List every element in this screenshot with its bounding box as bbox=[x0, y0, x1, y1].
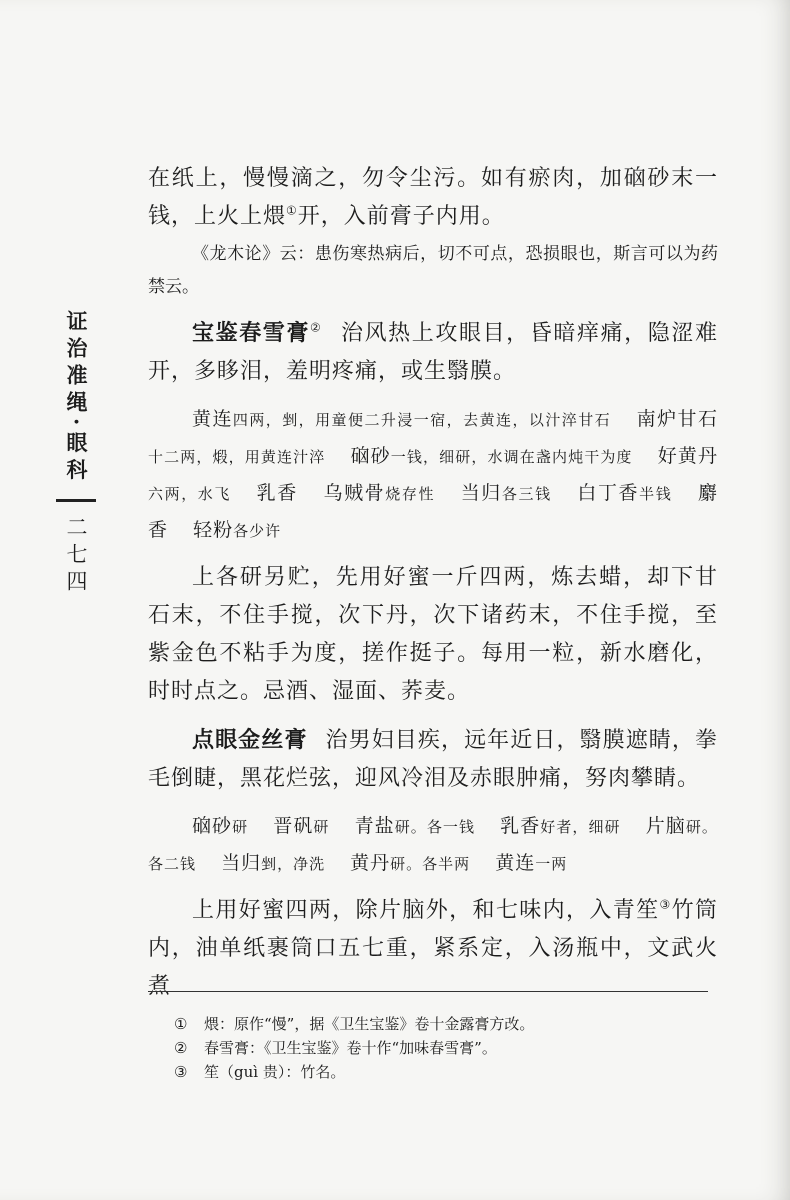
ingredient-note: 研。各二钱 bbox=[148, 818, 718, 873]
ingredient: 白丁香 bbox=[577, 482, 640, 504]
ingredient-note: 六两，水飞 bbox=[148, 485, 231, 503]
footnote-divider bbox=[148, 991, 708, 992]
ingredient-note: 一两 bbox=[535, 855, 568, 873]
ingredients-chunxuegao bbox=[148, 401, 718, 549]
ingredients-jinsigao bbox=[148, 808, 718, 882]
ingredient-note: 半钱 bbox=[639, 485, 673, 503]
footnotes bbox=[174, 1012, 714, 1084]
footnote-2: ② 春雪膏：《卫生宝鉴》卷十作“加味春雪膏”。 bbox=[174, 1039, 497, 1057]
ingredient-note: 研 bbox=[313, 818, 330, 836]
preparation-jinsigao: 上用好蜜四两，除片脑外，和七味内，入青笙③竹筒内，油单纸裹筒口五七重，紧系定，入汤瓶中，文武火煮 bbox=[148, 897, 718, 999]
ingredient: 麝香 bbox=[148, 482, 718, 541]
ingredient: 乳香 bbox=[256, 482, 298, 504]
ingredient: 黄连 bbox=[495, 852, 536, 874]
ingredient: 轻粉 bbox=[193, 519, 234, 541]
footnote-ref-1[interactable]: ① bbox=[286, 203, 298, 218]
ingredient-note: 各三钱 bbox=[501, 485, 552, 503]
ingredient: 青盐 bbox=[354, 815, 395, 837]
book-title: 证治准绳·眼科 bbox=[64, 310, 89, 486]
ingredient: 硇砂 bbox=[192, 815, 233, 837]
ingredient: 晋矾 bbox=[273, 815, 314, 837]
ingredient-note: 研。各一钱 bbox=[394, 818, 476, 836]
ingredient: 当归 bbox=[221, 852, 262, 874]
ingredient: 片脑 bbox=[645, 815, 686, 837]
ingredient-note: 研 bbox=[232, 818, 249, 836]
side-divider bbox=[56, 499, 96, 502]
ingredient: 黄连 bbox=[192, 408, 233, 430]
formula-heading-jinsigao bbox=[148, 721, 718, 798]
formula-name: 宝鉴春雪膏 bbox=[192, 320, 311, 346]
ingredient-note: 各少许 bbox=[233, 522, 282, 540]
ingredient: 乳香 bbox=[500, 815, 541, 837]
footnote-ref-2[interactable]: ② bbox=[310, 320, 323, 335]
preparation-chunxuegao: 上各研另贮，先用好蜜一斤四两，炼去蜡，却下甘石末，不住手搅，次下丹，次下诸药末，不住手搅，至紫金色不粘手为度，搓作挺子。每用一粒，新水磨化，时时点之。忌酒、湿面、荞麦。 bbox=[148, 565, 718, 704]
footnote-3: ③ 笙（guì 贵）：竹名。 bbox=[174, 1063, 346, 1081]
formula-indication: 治风热上攻眼目，昏暗痒痛，隐涩难开，多眵泪，羞明疼痛，或生翳膜。 bbox=[148, 321, 718, 384]
ingredient-note: 好者，细研 bbox=[540, 818, 621, 836]
ingredient: 南炉甘石 bbox=[636, 408, 718, 430]
ingredient-note: 十二两，煅，用黄连汁淬 bbox=[148, 448, 326, 466]
main-text bbox=[148, 160, 718, 1006]
footnote-1: ① 煨：原作“慢”，据《卫生宝鉴》卷十金露膏方改。 bbox=[174, 1015, 535, 1033]
formula-name: 点眼金丝膏 bbox=[192, 727, 308, 753]
side-header bbox=[58, 310, 94, 597]
footnote-ref-3[interactable]: ③ bbox=[659, 897, 672, 912]
formula-indication: 治男妇目疾，远年近日，翳膜遮睛，拳毛倒睫，黑花烂弦，迎风冷泪及赤眼肿痛，努肉攀睛。 bbox=[148, 728, 718, 791]
ingredient-note: 剉，净洗 bbox=[261, 855, 326, 873]
ingredient: 乌贼骨 bbox=[323, 482, 386, 504]
paragraph-continuation: 在纸上，慢慢滴之，勿令尘污。如有瘀肉，加硇砂末一钱，上火上煨①开，入前膏子内用。 bbox=[148, 166, 718, 229]
page-number: 二七四 bbox=[64, 516, 88, 598]
longmu-quote: 《龙木论》云：患伤寒热病后，切不可点，恐损眼也，斯言可以为药禁云。 bbox=[148, 244, 718, 297]
ingredient-note: 一钱，细研，水调在盏内炖干为度 bbox=[390, 448, 633, 466]
ingredient: 当归 bbox=[460, 482, 502, 504]
formula-heading-chunxuegao bbox=[148, 314, 718, 391]
ingredient: 黄丹 bbox=[350, 852, 391, 874]
ingredient-note: 烧存性 bbox=[385, 485, 436, 503]
ingredient: 好黄丹 bbox=[657, 445, 718, 467]
ingredient-note: 四两，剉，用童便二升浸一宿，去黄连，以汁淬甘石 bbox=[232, 411, 612, 429]
ingredient: 硇砂 bbox=[350, 445, 391, 467]
ingredient-note: 研。各半两 bbox=[390, 855, 471, 873]
